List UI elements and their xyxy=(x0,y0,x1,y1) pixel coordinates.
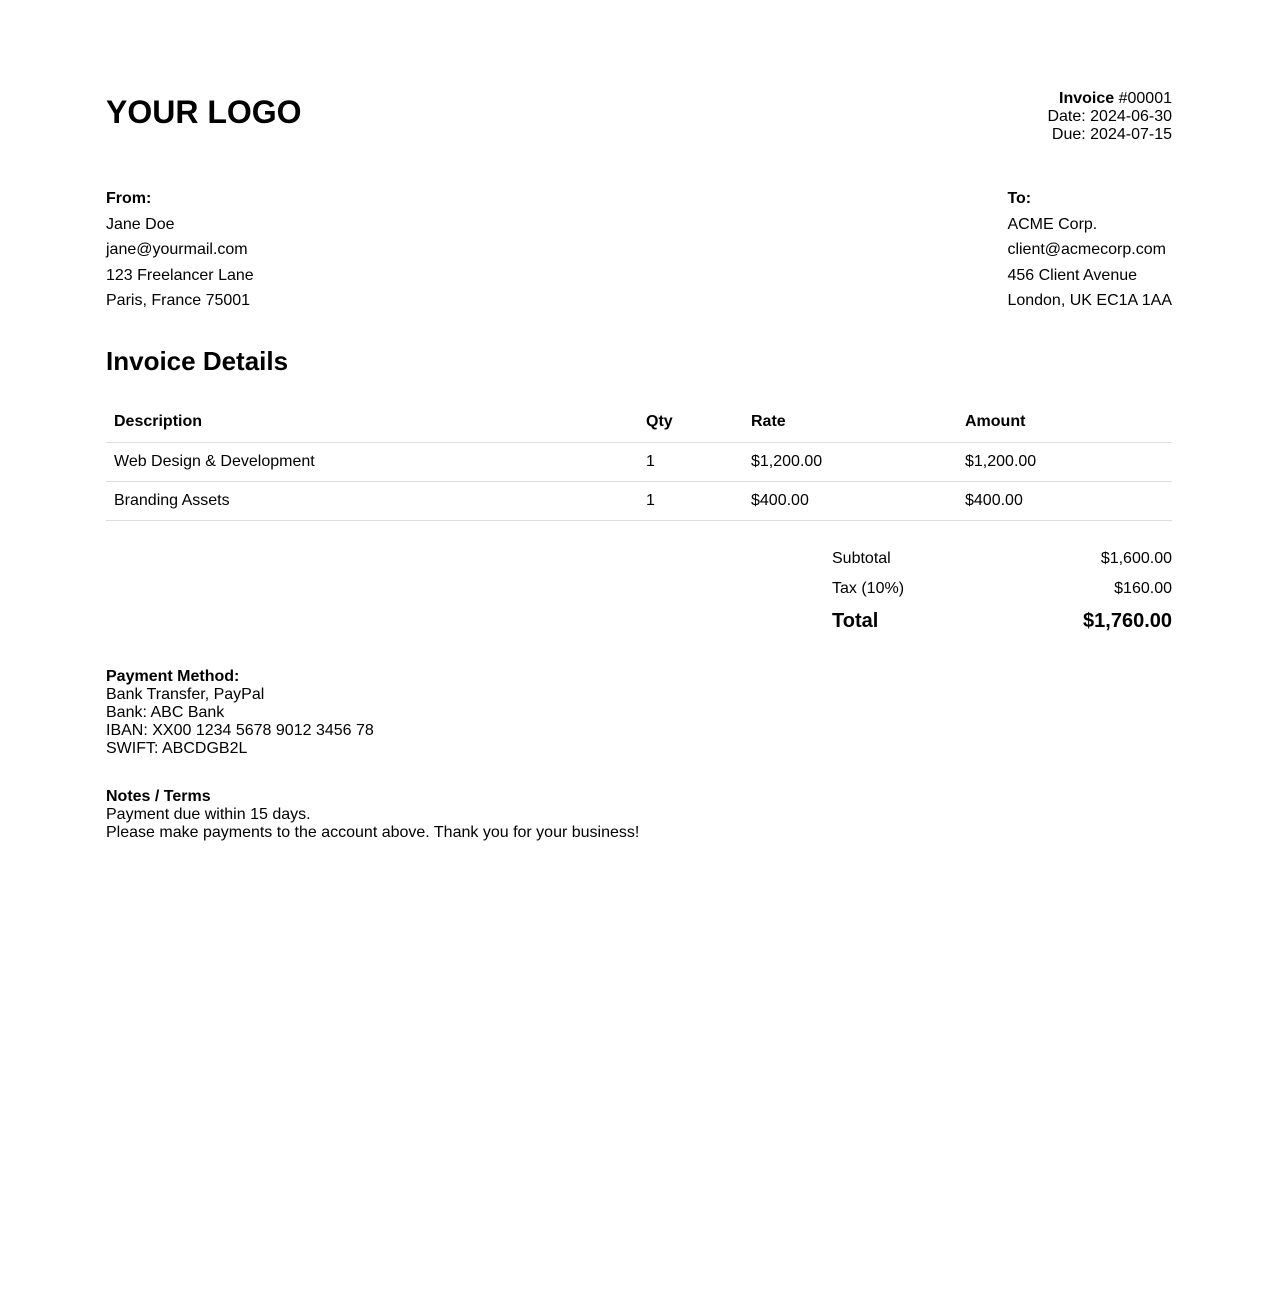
total-row xyxy=(832,604,1172,638)
payment-line: SWIFT: ABCDGB2L xyxy=(106,739,248,757)
cell-rate: $1,200.00 xyxy=(743,442,957,481)
section-title: Invoice Details xyxy=(106,345,289,376)
table-header-row xyxy=(106,403,1172,443)
notes-block xyxy=(106,788,1172,842)
invoice-page xyxy=(106,0,1172,842)
tax-label: Tax (10%) xyxy=(832,579,905,597)
logo: YOUR LOGO xyxy=(106,94,302,130)
subtotal-value: $1,600.00 xyxy=(1100,549,1172,567)
cell-qty: 1 xyxy=(638,481,743,520)
column-header-qty: Qty xyxy=(638,403,743,443)
total-value: $1,760.00 xyxy=(1083,609,1172,632)
cell-amount: $1,200.00 xyxy=(957,442,1172,481)
column-header-description: Description xyxy=(106,403,638,443)
cell-rate: $400.00 xyxy=(743,481,957,520)
table-row xyxy=(106,442,1172,481)
notes-line: Payment due within 15 days. xyxy=(106,805,311,823)
cell-description: Web Design & Development xyxy=(106,442,638,481)
invoice-label: Invoice xyxy=(1059,90,1115,107)
column-header-rate: Rate xyxy=(743,403,957,443)
invoice-number: #00001 xyxy=(1118,90,1172,107)
invoice-date: Date: 2024-06-30 xyxy=(1047,108,1172,125)
table-row xyxy=(106,481,1172,520)
to-email: client@acmecorp.com xyxy=(1007,241,1166,258)
from-city: Paris, France 75001 xyxy=(106,292,251,309)
invoice-due-date: Due: 2024-07-15 xyxy=(1051,126,1172,143)
invoice-header xyxy=(106,90,1172,186)
cell-description: Branding Assets xyxy=(106,481,638,520)
notes-heading: Notes / Terms xyxy=(106,787,211,805)
to-block xyxy=(1007,186,1172,314)
payment-line: IBAN: XX00 1234 5678 9012 3456 78 xyxy=(106,721,374,739)
payment-method-heading: Payment Method: xyxy=(106,667,240,685)
from-email: jane@yourmail.com xyxy=(106,241,248,258)
parties xyxy=(106,186,1172,314)
notes-line: Please make payments to the account above. Thank you for your business! xyxy=(106,823,640,841)
payment-line: Bank: ABC Bank xyxy=(106,703,225,721)
subtotal-label: Subtotal xyxy=(832,549,891,567)
payment-line: Bank Transfer, PayPal xyxy=(106,685,265,703)
invoice-meta xyxy=(1047,90,1172,144)
from-address: 123 Freelancer Lane xyxy=(106,266,254,284)
to-city: London, UK EC1A 1AA xyxy=(1007,292,1172,309)
to-heading: To: xyxy=(1007,190,1032,207)
subtotal-row xyxy=(832,544,1172,574)
payment-method-block xyxy=(106,668,1172,758)
to-address: 456 Client Avenue xyxy=(1007,266,1138,284)
to-name: ACME Corp. xyxy=(1007,215,1098,233)
items-table xyxy=(106,403,1172,521)
totals-block xyxy=(832,544,1172,638)
total-label: Total xyxy=(832,609,879,632)
column-header-amount: Amount xyxy=(957,403,1172,443)
invoice-number-line xyxy=(1047,90,1172,108)
cell-qty: 1 xyxy=(638,442,743,481)
tax-row xyxy=(832,574,1172,604)
tax-value: $160.00 xyxy=(1114,579,1172,597)
from-heading: From: xyxy=(106,190,152,207)
cell-amount: $400.00 xyxy=(957,481,1172,520)
from-name: Jane Doe xyxy=(106,215,175,233)
from-block xyxy=(106,186,254,314)
